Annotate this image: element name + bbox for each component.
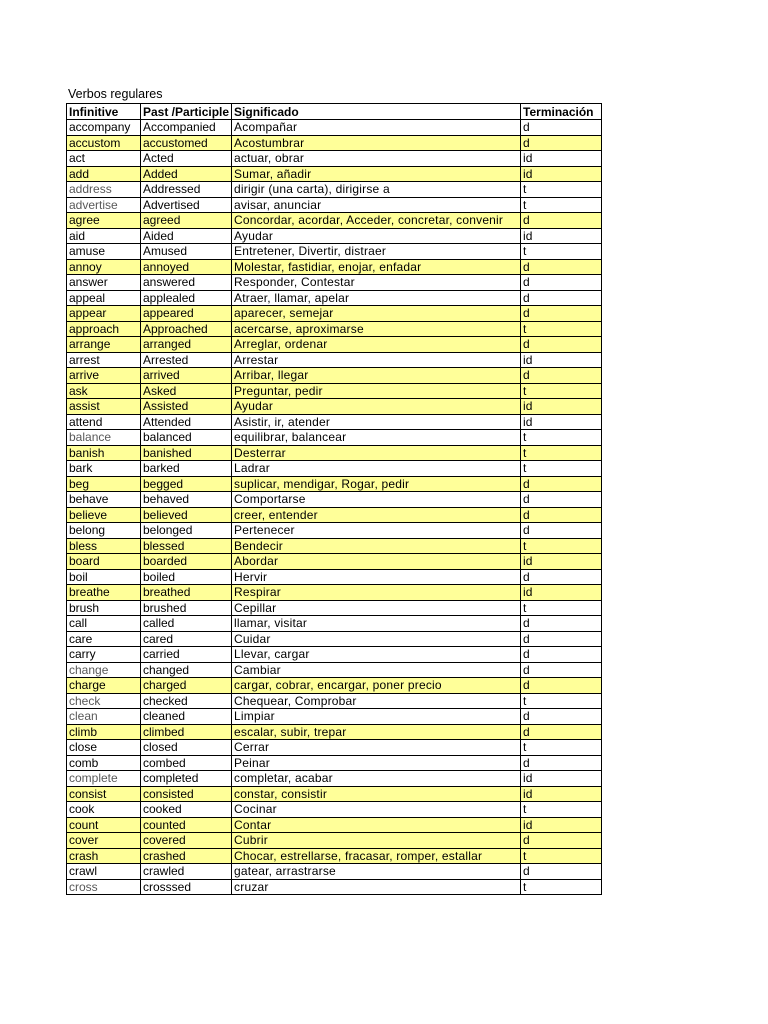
cell-infinitive: care (67, 631, 141, 647)
cell-significado: actuar, obrar (232, 151, 521, 167)
cell-terminacion: t (521, 383, 602, 399)
cell-significado: Arribar, llegar (232, 368, 521, 384)
cell-past-participle: crosssed (141, 879, 232, 895)
cell-infinitive: believe (67, 507, 141, 523)
cell-past-participle: Added (141, 166, 232, 182)
cell-past-participle: blessed (141, 538, 232, 554)
cell-infinitive: consist (67, 786, 141, 802)
table-row (67, 554, 602, 570)
cell-terminacion: id (521, 151, 602, 167)
cell-past-participle: cleaned (141, 709, 232, 725)
cell-past-participle: Assisted (141, 399, 232, 415)
cell-past-participle: Arrested (141, 352, 232, 368)
cell-infinitive: boil (67, 569, 141, 585)
cell-significado: cruzar (232, 879, 521, 895)
cell-terminacion: d (521, 755, 602, 771)
cell-significado: Sumar, añadir (232, 166, 521, 182)
cell-significado: Abordar (232, 554, 521, 570)
cell-past-participle: begged (141, 476, 232, 492)
table-row (67, 290, 602, 306)
cell-significado: Desterrar (232, 445, 521, 461)
cell-infinitive: agree (67, 213, 141, 229)
cell-significado: Preguntar, pedir (232, 383, 521, 399)
cell-significado: Chequear, Comprobar (232, 693, 521, 709)
cell-infinitive: cross (67, 879, 141, 895)
table-header (67, 104, 602, 120)
cell-terminacion: d (521, 709, 602, 725)
cell-terminacion: t (521, 197, 602, 213)
cell-significado: aparecer, semejar (232, 306, 521, 322)
table-row (67, 864, 602, 880)
cell-past-participle: checked (141, 693, 232, 709)
cell-infinitive: belong (67, 523, 141, 539)
cell-terminacion: id (521, 817, 602, 833)
cell-past-participle: crashed (141, 848, 232, 864)
cell-terminacion: d (521, 476, 602, 492)
cell-significado: Acompañar (232, 120, 521, 136)
cell-significado: gatear, arrastrarse (232, 864, 521, 880)
table-row (67, 321, 602, 337)
cell-significado: Cepillar (232, 600, 521, 616)
table-row (67, 244, 602, 260)
cell-infinitive: charge (67, 678, 141, 694)
table-row (67, 476, 602, 492)
cell-terminacion: d (521, 647, 602, 663)
cell-infinitive: annoy (67, 259, 141, 275)
cell-significado: escalar, subir, trepar (232, 724, 521, 740)
cell-past-participle: arranged (141, 337, 232, 353)
verbs-table (66, 103, 602, 895)
table-row (67, 771, 602, 787)
header-past-participle: Past /Participle (141, 104, 232, 120)
cell-terminacion: t (521, 244, 602, 260)
cell-infinitive: call (67, 616, 141, 632)
cell-infinitive: attend (67, 414, 141, 430)
cell-past-participle: changed (141, 662, 232, 678)
cell-terminacion: d (521, 569, 602, 585)
table-row (67, 430, 602, 446)
cell-infinitive: accustom (67, 135, 141, 151)
table-row (67, 616, 602, 632)
cell-past-participle: annoyed (141, 259, 232, 275)
table-row (67, 337, 602, 353)
table-row (67, 600, 602, 616)
cell-significado: Chocar, estrellarse, fracasar, romper, estallar (232, 848, 521, 864)
cell-past-participle: Approached (141, 321, 232, 337)
cell-past-participle: completed (141, 771, 232, 787)
cell-infinitive: carry (67, 647, 141, 663)
cell-terminacion: t (521, 430, 602, 446)
cell-terminacion: d (521, 290, 602, 306)
table-row (67, 352, 602, 368)
cell-infinitive: act (67, 151, 141, 167)
cell-significado: Ayudar (232, 399, 521, 415)
cell-past-participle: boiled (141, 569, 232, 585)
cell-infinitive: behave (67, 492, 141, 508)
cell-significado: dirigir (una carta), dirigirse a (232, 182, 521, 198)
table-row (67, 259, 602, 275)
cell-terminacion: d (521, 213, 602, 229)
cell-terminacion: d (521, 616, 602, 632)
cell-past-participle: consisted (141, 786, 232, 802)
cell-infinitive: clean (67, 709, 141, 725)
cell-significado: Arrestar (232, 352, 521, 368)
cell-infinitive: advertise (67, 197, 141, 213)
cell-infinitive: address (67, 182, 141, 198)
cell-past-participle: behaved (141, 492, 232, 508)
cell-significado: Cubrir (232, 833, 521, 849)
cell-terminacion: d (521, 135, 602, 151)
cell-infinitive: appeal (67, 290, 141, 306)
cell-infinitive: amuse (67, 244, 141, 260)
cell-significado: Atraer, llamar, apelar (232, 290, 521, 306)
table-row (67, 879, 602, 895)
cell-significado: acercarse, aproximarse (232, 321, 521, 337)
table-row (67, 523, 602, 539)
cell-past-participle: barked (141, 461, 232, 477)
cell-infinitive: arrest (67, 352, 141, 368)
cell-significado: completar, acabar (232, 771, 521, 787)
cell-terminacion: t (521, 848, 602, 864)
cell-past-participle: Asked (141, 383, 232, 399)
cell-terminacion: t (521, 693, 602, 709)
cell-terminacion: d (521, 259, 602, 275)
table-row (67, 275, 602, 291)
cell-past-participle: Amused (141, 244, 232, 260)
header-infinitive: Infinitive (67, 104, 141, 120)
cell-terminacion: t (521, 538, 602, 554)
cell-infinitive: board (67, 554, 141, 570)
cell-past-participle: Attended (141, 414, 232, 430)
cell-infinitive: close (67, 740, 141, 756)
table-row (67, 538, 602, 554)
cell-terminacion: d (521, 678, 602, 694)
cell-terminacion: id (521, 585, 602, 601)
cell-infinitive: breathe (67, 585, 141, 601)
cell-past-participle: breathed (141, 585, 232, 601)
table-row (67, 631, 602, 647)
table-row (67, 135, 602, 151)
cell-significado: Ayudar (232, 228, 521, 244)
cell-infinitive: ask (67, 383, 141, 399)
table-row (67, 166, 602, 182)
cell-significado: Bendecir (232, 538, 521, 554)
cell-terminacion: id (521, 166, 602, 182)
cell-infinitive: bark (67, 461, 141, 477)
table-row (67, 182, 602, 198)
cell-terminacion: d (521, 631, 602, 647)
table-row (67, 585, 602, 601)
cell-past-participle: appeared (141, 306, 232, 322)
cell-significado: Asistir, ir, atender (232, 414, 521, 430)
cell-significado: Cocinar (232, 802, 521, 818)
table-row (67, 414, 602, 430)
cell-infinitive: check (67, 693, 141, 709)
cell-terminacion: d (521, 724, 602, 740)
header-terminacion: Terminación (521, 104, 602, 120)
table-row (67, 724, 602, 740)
cell-terminacion: t (521, 740, 602, 756)
cell-terminacion: id (521, 786, 602, 802)
table-row (67, 492, 602, 508)
table-row (67, 647, 602, 663)
cell-terminacion: d (521, 120, 602, 136)
cell-significado: Concordar, acordar, Acceder, concretar, convenir (232, 213, 521, 229)
table-row (67, 151, 602, 167)
cell-past-participle: Aided (141, 228, 232, 244)
cell-significado: avisar, anunciar (232, 197, 521, 213)
table-row (67, 569, 602, 585)
cell-past-participle: belonged (141, 523, 232, 539)
cell-significado: Llevar, cargar (232, 647, 521, 663)
cell-significado: Cerrar (232, 740, 521, 756)
cell-significado: Ladrar (232, 461, 521, 477)
table-row (67, 306, 602, 322)
cell-infinitive: banish (67, 445, 141, 461)
cell-past-participle: applealed (141, 290, 232, 306)
cell-past-participle: climbed (141, 724, 232, 740)
cell-significado: Cuidar (232, 631, 521, 647)
cell-terminacion: id (521, 771, 602, 787)
cell-infinitive: accompany (67, 120, 141, 136)
cell-past-participle: Acted (141, 151, 232, 167)
cell-significado: Respirar (232, 585, 521, 601)
cell-terminacion: t (521, 879, 602, 895)
cell-past-participle: balanced (141, 430, 232, 446)
table-row (67, 461, 602, 477)
cell-past-participle: answered (141, 275, 232, 291)
cell-past-participle: Advertised (141, 197, 232, 213)
cell-past-participle: combed (141, 755, 232, 771)
table-row (67, 678, 602, 694)
cell-infinitive: add (67, 166, 141, 182)
cell-infinitive: count (67, 817, 141, 833)
cell-terminacion: t (521, 600, 602, 616)
cell-terminacion: d (521, 507, 602, 523)
cell-infinitive: complete (67, 771, 141, 787)
cell-infinitive: approach (67, 321, 141, 337)
cell-terminacion: t (521, 321, 602, 337)
cell-past-participle: charged (141, 678, 232, 694)
table-body (67, 120, 602, 895)
cell-past-participle: agreed (141, 213, 232, 229)
cell-infinitive: change (67, 662, 141, 678)
cell-infinitive: cook (67, 802, 141, 818)
table-row (67, 817, 602, 833)
cell-terminacion: id (521, 352, 602, 368)
table-row (67, 383, 602, 399)
table-row (67, 368, 602, 384)
cell-past-participle: accustomed (141, 135, 232, 151)
table-row (67, 213, 602, 229)
cell-infinitive: balance (67, 430, 141, 446)
cell-past-participle: closed (141, 740, 232, 756)
table-row (67, 445, 602, 461)
cell-past-participle: cooked (141, 802, 232, 818)
cell-past-participle: carried (141, 647, 232, 663)
table-row (67, 709, 602, 725)
cell-terminacion: t (521, 802, 602, 818)
cell-past-participle: believed (141, 507, 232, 523)
cell-infinitive: arrange (67, 337, 141, 353)
cell-past-participle: crawled (141, 864, 232, 880)
cell-terminacion: id (521, 399, 602, 415)
header-row (67, 104, 602, 120)
cell-terminacion: d (521, 337, 602, 353)
cell-past-participle: boarded (141, 554, 232, 570)
cell-significado: Cambiar (232, 662, 521, 678)
table-row (67, 786, 602, 802)
cell-infinitive: climb (67, 724, 141, 740)
cell-significado: Limpiar (232, 709, 521, 725)
cell-terminacion: id (521, 228, 602, 244)
cell-past-participle: Addressed (141, 182, 232, 198)
cell-infinitive: bless (67, 538, 141, 554)
cell-past-participle: counted (141, 817, 232, 833)
cell-terminacion: d (521, 492, 602, 508)
table-row (67, 120, 602, 136)
cell-infinitive: brush (67, 600, 141, 616)
cell-significado: Arreglar, ordenar (232, 337, 521, 353)
cell-significado: Peinar (232, 755, 521, 771)
table-row (67, 693, 602, 709)
header-significado: Significado (232, 104, 521, 120)
table-row (67, 848, 602, 864)
cell-infinitive: beg (67, 476, 141, 492)
cell-infinitive: answer (67, 275, 141, 291)
cell-terminacion: d (521, 523, 602, 539)
table-row (67, 740, 602, 756)
cell-past-participle: called (141, 616, 232, 632)
cell-terminacion: d (521, 864, 602, 880)
page-title: Verbos regulares (68, 87, 163, 101)
cell-infinitive: arrive (67, 368, 141, 384)
cell-significado: Contar (232, 817, 521, 833)
table-row (67, 399, 602, 415)
cell-infinitive: comb (67, 755, 141, 771)
table-row (67, 755, 602, 771)
cell-infinitive: cover (67, 833, 141, 849)
cell-past-participle: arrived (141, 368, 232, 384)
cell-significado: constar, consistir (232, 786, 521, 802)
cell-infinitive: assist (67, 399, 141, 415)
cell-significado: Pertenecer (232, 523, 521, 539)
cell-past-participle: cared (141, 631, 232, 647)
cell-significado: creer, entender (232, 507, 521, 523)
cell-terminacion: d (521, 306, 602, 322)
cell-past-participle: brushed (141, 600, 232, 616)
cell-terminacion: id (521, 414, 602, 430)
table-row (67, 228, 602, 244)
cell-terminacion: t (521, 461, 602, 477)
cell-terminacion: id (521, 554, 602, 570)
cell-past-participle: Accompanied (141, 120, 232, 136)
cell-infinitive: crawl (67, 864, 141, 880)
table-row (67, 197, 602, 213)
cell-significado: suplicar, mendigar, Rogar, pedir (232, 476, 521, 492)
cell-significado: Molestar, fastidiar, enojar, enfadar (232, 259, 521, 275)
cell-terminacion: d (521, 275, 602, 291)
cell-past-participle: covered (141, 833, 232, 849)
cell-significado: cargar, cobrar, encargar, poner precio (232, 678, 521, 694)
cell-infinitive: aid (67, 228, 141, 244)
table-row (67, 802, 602, 818)
cell-significado: Comportarse (232, 492, 521, 508)
cell-terminacion: d (521, 368, 602, 384)
cell-terminacion: t (521, 182, 602, 198)
cell-past-participle: banished (141, 445, 232, 461)
table-row (67, 507, 602, 523)
table-row (67, 833, 602, 849)
cell-terminacion: t (521, 445, 602, 461)
table-row (67, 662, 602, 678)
cell-terminacion: d (521, 833, 602, 849)
cell-significado: Entretener, Divertir, distraer (232, 244, 521, 260)
cell-infinitive: appear (67, 306, 141, 322)
cell-significado: Hervir (232, 569, 521, 585)
cell-terminacion: d (521, 662, 602, 678)
cell-significado: equilibrar, balancear (232, 430, 521, 446)
cell-significado: llamar, visitar (232, 616, 521, 632)
cell-significado: Responder, Contestar (232, 275, 521, 291)
cell-infinitive: crash (67, 848, 141, 864)
cell-significado: Acostumbrar (232, 135, 521, 151)
